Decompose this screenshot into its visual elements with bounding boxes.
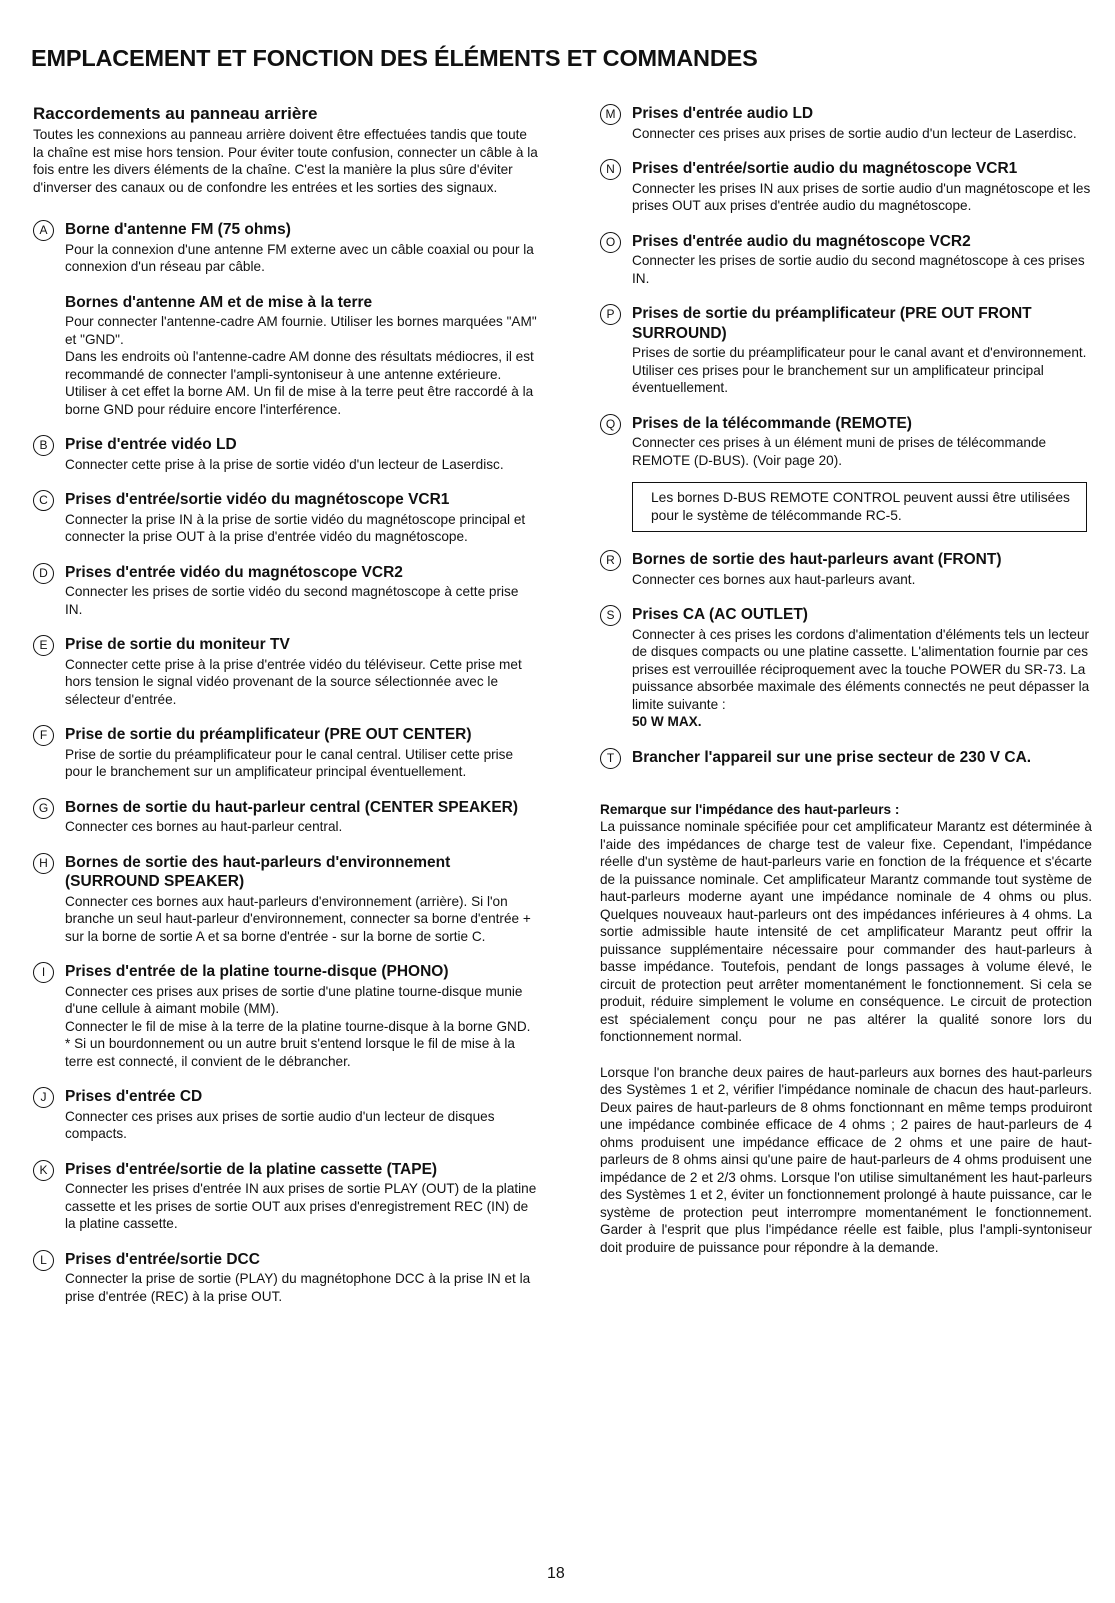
circled-letter-d: D: [33, 563, 54, 584]
item-title: Borne d'antenne FM (75 ohms): [65, 221, 291, 239]
item-j: [33, 1087, 539, 1143]
item-body: Connecter la prise de sortie (PLAY) du magnétophone DCC à la prise IN et la prise d'entrée (REC) à la prise OUT.: [65, 1271, 531, 1304]
circled-letter-g: G: [33, 798, 54, 819]
item-title: Prises d'entrée audio du magnétoscope VCR2: [632, 232, 971, 250]
subsection-body: Pour connecter l'antenne-cadre AM fournie. Utiliser les bornes marquées "AM" et "GND".: [65, 314, 537, 347]
item-body: Connecter cette prise à la prise d'entrée vidéo du téléviseur. Cette prise met hors tension le signal vidéo provenant de la source sélectionnée avec le sélecteur d'entrée.: [65, 656, 522, 707]
item-a: [33, 220, 539, 276]
item-footnote: * Si un bourdonnement ou un autre bruit s'entend lorsque le fil de mise à la terre est connecté, il convient de le débrancher.: [65, 1036, 515, 1069]
item-b: [33, 435, 539, 473]
item-title: Prises d'entrée/sortie DCC: [65, 1250, 260, 1268]
circled-letter-c: C: [33, 490, 54, 511]
remark-paragraph-2: Lorsque l'on branche deux paires de haut-parleurs aux bornes des haut-parleurs des Systèmes 1 et 2, vérifier l'impédance nominale de chacun des haut-parleurs. Deux paires de haut-parleurs de 8 ohms fonctionnant en même temps produiront une impédance combinée efficace de 4 ohms ; 2 paires de haut-parleurs de 4 ohms produisent une impédance efficace de 2 ohms et une paire de haut-parleurs de 8 ohms ainsi qu'une paire de haut-parleurs de 4 ohms produisent une impédance de 2 et 2/3 ohms. Lorsque l'on utilise simultanément les haut-parleurs des Systèmes 1 et 2, éviter un fonctionnement prolongé à haute puissance, car le système de protection peut interrompre momentanément le fonctionnement. Garder à l'esprit que plus l'impédance réelle est faible, plus l'ampli-syntoniseur doit produire de puissance pour répondre à la demande.: [600, 1064, 1092, 1255]
item-body: Prise de sortie du préamplificateur pour le canal central. Utiliser cette prise pour le branchement sur un amplificateur principal éventuellement.: [65, 746, 514, 780]
d-bus-note-box: Les bornes D-BUS REMOTE CONTROL peuvent aussi être utilisées pour le système de télécommande RC-5.: [632, 482, 1087, 532]
item-body: Connecter ces prises aux prises de sortie audio d'un lecteur de disques compacts.: [65, 1108, 495, 1142]
item-k: [33, 1160, 539, 1233]
circled-letter-t: T: [600, 748, 621, 769]
item-title: Prises d'entrée de la platine tourne-disque (PHONO): [65, 963, 449, 981]
circled-letter-n: N: [600, 159, 621, 180]
item-body: Connecter les prises de sortie audio du second magnétoscope à ces prises IN.: [632, 253, 1085, 286]
item-title: Prises d'entrée vidéo du magnétoscope VCR2: [65, 563, 403, 581]
item-title: Prises d'entrée/sortie de la platine cassette (TAPE): [65, 1160, 438, 1178]
item-t: [600, 748, 1092, 768]
section-heading: Raccordements au panneau arrière: [33, 104, 318, 123]
item-body: Connecter ces bornes au haut-parleur central.: [65, 819, 343, 835]
item-title: Prises d'entrée CD: [65, 1088, 203, 1106]
item-title: Prises de sortie du préamplificateur (PRE OUT FRONT SURROUND): [632, 305, 1032, 342]
item-title: Prise d'entrée vidéo LD: [65, 436, 237, 454]
page-number: 18: [547, 1565, 565, 1582]
subsection-am-antenna: [33, 293, 539, 419]
impedance-remark: [600, 801, 1092, 1256]
remark-title: Remarque sur l'impédance des haut-parleurs :: [600, 802, 900, 817]
item-e: [33, 635, 539, 708]
item-body: Connecter les prises de sortie vidéo du second magnétoscope à cette prise IN.: [65, 584, 519, 617]
item-h: [33, 853, 539, 946]
item-p: [600, 304, 1092, 397]
circled-letter-s: S: [600, 605, 621, 626]
circled-letter-j: J: [33, 1087, 54, 1108]
item-body: Connecter les prises d'entrée IN aux prises de sortie PLAY (OUT) de la platine cassette et les prises de sortie OUT aux prises d'enregistrement REC (IN) de la platine cassette.: [65, 1181, 537, 1232]
item-g: [33, 798, 539, 836]
item-body-2: Connecter le fil de mise à la terre de la platine tourne-disque à la borne GND.: [65, 1018, 531, 1034]
circled-letter-p: P: [600, 304, 621, 325]
item-body: Connecter la prise IN à la prise de sortie vidéo du magnétoscope principal et connecter la prise OUT à la prise d'entrée vidéo du magnétoscope.: [65, 511, 526, 545]
item-title: Prises d'entrée/sortie audio du magnétoscope VCR1: [632, 160, 1018, 177]
circled-letter-e: E: [33, 635, 54, 656]
circled-letter-h: H: [33, 853, 54, 874]
item-title: Bornes de sortie des haut-parleurs d'environnement (SURROUND SPEAKER): [65, 853, 451, 891]
circled-letter-m: M: [600, 104, 621, 125]
max-power-value: 50 W MAX.: [632, 714, 702, 729]
circled-letter-f: F: [33, 725, 54, 746]
item-title: Bornes de sortie des haut-parleurs avant (FRONT): [632, 551, 1002, 568]
circled-letter-k: K: [33, 1160, 54, 1181]
item-body: Prises de sortie du préamplificateur pour le canal avant et d'environnement. Utiliser ces prises pour le branchement sur un amplificateur principal éventuellement.: [632, 345, 1087, 395]
item-n: [600, 159, 1092, 215]
item-q: [600, 414, 1092, 470]
item-i: [33, 962, 539, 1070]
item-body: Connecter cette prise à la prise de sortie vidéo d'un lecteur de Laserdisc.: [65, 456, 504, 472]
item-body: Connecter ces prises aux prises de sortie d'une platine tourne-disque munie d'une cellule à aimant mobile (MM).: [65, 983, 523, 1017]
subsection-body-2: Dans les endroits où l'antenne-cadre AM donne des résultats médiocres, il est recommandé de connecter l'ampli-syntoniseur à une antenne extérieure. Utiliser à cet effet la borne AM. Un fil de mise à la terre peut être raccordé à la borne GND pour réduire encore l'interférence.: [65, 349, 534, 417]
item-body: Connecter à ces prises les cordons d'alimentation d'éléments tels un lecteur de disques compacts ou une platine cassette. L'alimentation fournie par ces prises est verrouillée réciproquement avec la touche POWER du SR-73. La puissance absorbée maximale des éléments connectés ne peut dépasser la limite suivante :: [632, 626, 1090, 712]
item-title: Prise de sortie du préamplificateur (PRE OUT CENTER): [65, 726, 472, 744]
item-title: Prises d'entrée/sortie vidéo du magnétoscope VCR1: [65, 491, 450, 509]
remark-paragraph-1: La puissance nominale spécifiée pour cet amplificateur Marantz est déterminée à l'aide des impédances de charge test de valeur fixe. Cependant, l'impédance réelle d'un système de haut-parleurs varie en fonction de la fréquence et s'écarte de la puissance nominale. Cet amplificateur Marantz commande tout système de haut-parleurs moderne ayant une impédance nominale de 4 ohms ou plus. Quelques nouveaux haut-parleurs ont des impédances inférieures à 4 ohms. La sortie admissible haute intensité de cet amplificateur Marantz peut offrir la puissance supplémentaire nécessaire pour commander des haut-parleurs à basse impédance. Toutefois, pendant de longs passages à volume élevé, le circuit de protection peut arrêter momentanément le fonctionnement. Si cela se produit, réduire simplement le volume en conséquence. Le circuit de protection est spécialement conçu pour ne pas altérer la qualité sonore lors du fonctionnement normal.: [600, 819, 1092, 1044]
item-o: [600, 232, 1092, 288]
item-title: Prises CA (AC OUTLET): [632, 606, 808, 623]
item-d: [33, 563, 539, 619]
circled-letter-a: A: [33, 220, 54, 241]
item-f: [33, 725, 539, 781]
item-body: Connecter les prises IN aux prises de sortie audio d'un magnétoscope et les prises OUT aux prises d'entrée audio du magnétoscope.: [632, 180, 1091, 213]
left-column: [33, 104, 539, 1322]
circled-letter-b: B: [33, 435, 54, 456]
circled-letter-o: O: [600, 232, 621, 253]
item-title: Bornes de sortie du haut-parleur central (CENTER SPEAKER): [65, 798, 519, 816]
page-title: EMPLACEMENT ET FONCTION DES ÉLÉMENTS ET COMMANDES: [31, 45, 758, 71]
item-title: Brancher l'appareil sur une prise secteur de 230 V CA.: [632, 748, 1032, 766]
right-column: [600, 104, 1092, 1274]
item-body: Connecter ces prises aux prises de sortie audio d'un lecteur de Laserdisc.: [632, 125, 1077, 141]
item-body: Pour la connexion d'une antenne FM externe avec un câble coaxial ou pour la connexion d'un réseau par câble.: [65, 241, 534, 275]
circled-letter-r: R: [600, 550, 621, 571]
circled-letter-q: Q: [600, 414, 621, 435]
item-body: Connecter ces bornes aux haut-parleurs avant.: [632, 571, 916, 587]
item-m: [600, 104, 1092, 142]
item-title: Prises d'entrée audio LD: [632, 105, 814, 122]
subsection-title: Bornes d'antenne AM et de mise à la terre: [65, 293, 373, 311]
item-s: [600, 605, 1092, 731]
circled-letter-l: L: [33, 1250, 54, 1271]
item-c: [33, 490, 539, 546]
intro-paragraph: Toutes les connexions au panneau arrière doivent être effectuées tandis que toute la chaîne est mise hors tension. Pour éviter toute confusion, connecter un câble à la fois entre les divers éléments de la chaîne. C'est la manière la plus sûre d'éviter d'inverser des canaux ou de confondre les entrées et les sorties des signaux.: [33, 127, 538, 195]
item-l: [33, 1250, 539, 1306]
item-title: Prise de sortie du moniteur TV: [65, 636, 290, 654]
circled-letter-i: I: [33, 962, 54, 983]
item-body: Connecter ces bornes aux haut-parleurs d'environnement (arrière). Si l'on branche un seul haut-parleur d'environnement, connecter sa borne d'entrée + sur la borne de sortie A et sa borne d'entrée - sur la borne de sortie C.: [65, 893, 531, 944]
item-body: Connecter ces prises à un élément muni de prises de télécommande REMOTE (D-BUS). (Voir page 20).: [632, 435, 1047, 468]
item-title: Prises de la télécommande (REMOTE): [632, 414, 912, 432]
item-r: [600, 550, 1092, 588]
